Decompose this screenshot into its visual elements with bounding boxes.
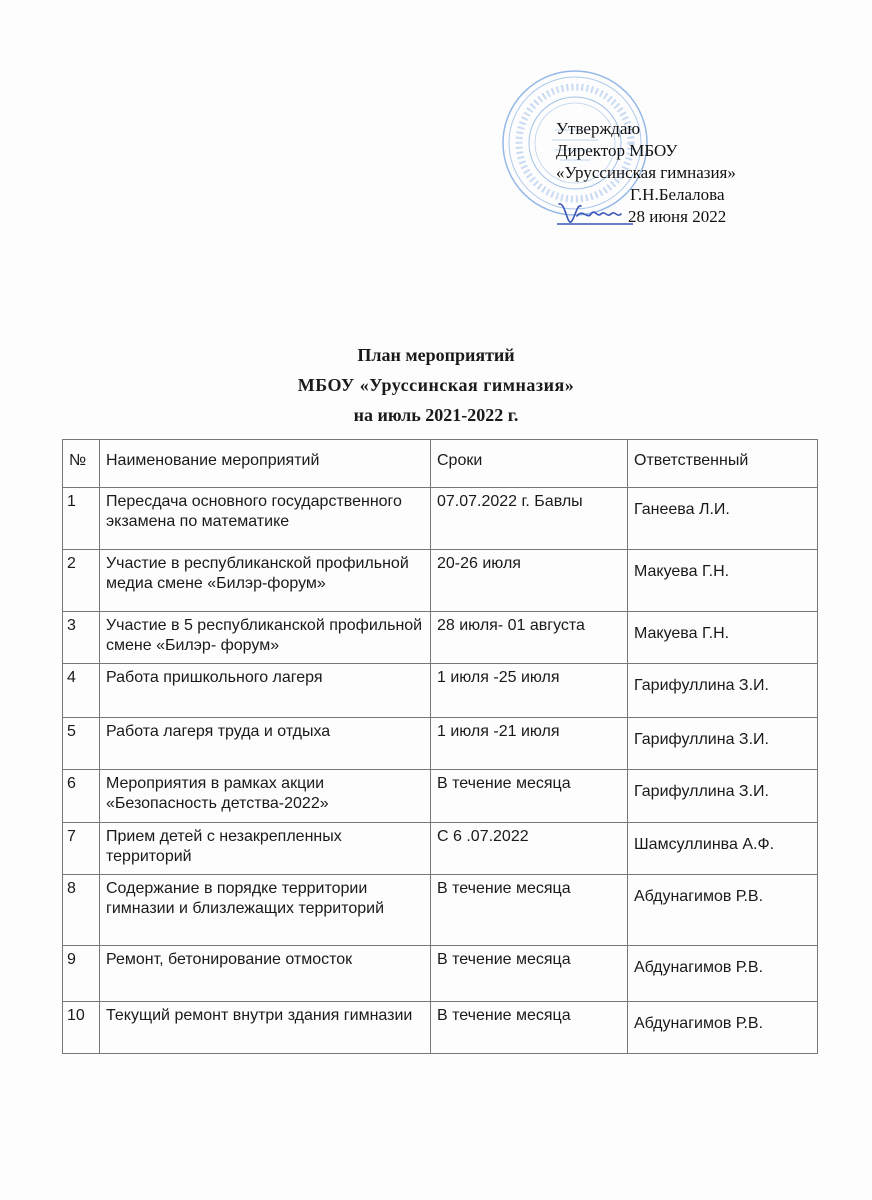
handwritten-signature: [555, 196, 635, 230]
approval-position: Директор МБОУ: [556, 141, 678, 160]
approval-signer: Г.Н.Белалова: [630, 185, 725, 204]
header-number: №: [63, 440, 100, 488]
row-number: 6: [63, 770, 100, 823]
table-row: [63, 770, 818, 823]
row-number: 1: [63, 488, 100, 550]
table-row: [63, 823, 818, 875]
row-event-name: Работа пришкольного лагеря: [100, 664, 431, 718]
document-title: [0, 340, 872, 430]
table-row: [63, 1002, 818, 1054]
row-event-name: Прием детей с незакрепленных территорий: [100, 823, 431, 875]
row-responsible: Макуева Г.Н.: [628, 550, 818, 612]
row-event-name: Мероприятия в рамках акции «Безопасность детства-2022»: [100, 770, 431, 823]
title-line-3: на июль 2021-2022 г.: [353, 405, 519, 425]
row-number: 9: [63, 946, 100, 1002]
row-responsible: Абдунагимов Р.В.: [628, 875, 818, 946]
header-dates: Сроки: [431, 440, 628, 488]
approval-word: Утверждаю: [556, 119, 641, 138]
row-dates: В течение месяца: [431, 946, 628, 1002]
table-row: [63, 875, 818, 946]
row-dates: С 6 .07.2022: [431, 823, 628, 875]
header-responsible: Ответственный: [628, 440, 818, 488]
row-dates: В течение месяца: [431, 875, 628, 946]
title-line-1: План мероприятий: [357, 345, 515, 365]
approval-date: 28 июня 2022: [628, 207, 727, 226]
events-table: [62, 439, 818, 1054]
row-number: 7: [63, 823, 100, 875]
row-number: 3: [63, 612, 100, 664]
row-responsible: Шамсуллинва А.Ф.: [628, 823, 818, 875]
row-responsible: Абдунагимов Р.В.: [628, 1002, 818, 1054]
row-dates: 07.07.2022 г. Бавлы: [431, 488, 628, 550]
row-dates: 20-26 июля: [431, 550, 628, 612]
row-dates: В течение месяца: [431, 1002, 628, 1054]
row-responsible: Абдунагимов Р.В.: [628, 946, 818, 1002]
row-responsible: Гарифуллина З.И.: [628, 664, 818, 718]
header-event-name: Наименование мероприятий: [100, 440, 431, 488]
row-responsible: Гарифуллина З.И.: [628, 770, 818, 823]
row-event-name: Ремонт, бетонирование отмосток: [100, 946, 431, 1002]
row-dates: В течение месяца: [431, 770, 628, 823]
table-row: [63, 488, 818, 550]
row-number: 10: [63, 1002, 100, 1054]
title-line-2: МБОУ «Уруссинская гимназия»: [297, 375, 575, 395]
table-row: [63, 946, 818, 1002]
approval-organization: «Уруссинская гимназия»: [556, 163, 736, 182]
row-number: 8: [63, 875, 100, 946]
row-dates: 1 июля -25 июля: [431, 664, 628, 718]
row-number: 2: [63, 550, 100, 612]
row-event-name: Работа лагеря труда и отдыха: [100, 718, 431, 770]
row-dates: 28 июля- 01 августа: [431, 612, 628, 664]
row-responsible: Гарифуллина З.И.: [628, 718, 818, 770]
row-event-name: Участие в 5 республиканской профильной смене «Билэр- форум»: [100, 612, 431, 664]
row-event-name: Текущий ремонт внутри здания гимназии: [100, 1002, 431, 1054]
table-row: [63, 664, 818, 718]
row-number: 5: [63, 718, 100, 770]
row-event-name: Содержание в порядке территории гимназии и близлежащих территорий: [100, 875, 431, 946]
table-row: [63, 612, 818, 664]
row-event-name: Участие в республиканской профильной медиа смене «Билэр-форум»: [100, 550, 431, 612]
row-dates: 1 июля -21 июля: [431, 718, 628, 770]
row-responsible: Ганеева Л.И.: [628, 488, 818, 550]
row-number: 4: [63, 664, 100, 718]
row-responsible: Макуева Г.Н.: [628, 612, 818, 664]
table-row: [63, 550, 818, 612]
row-event-name: Пересдача основного государственного экзамена по математике: [100, 488, 431, 550]
table-header-row: [63, 440, 818, 488]
table-row: [63, 718, 818, 770]
